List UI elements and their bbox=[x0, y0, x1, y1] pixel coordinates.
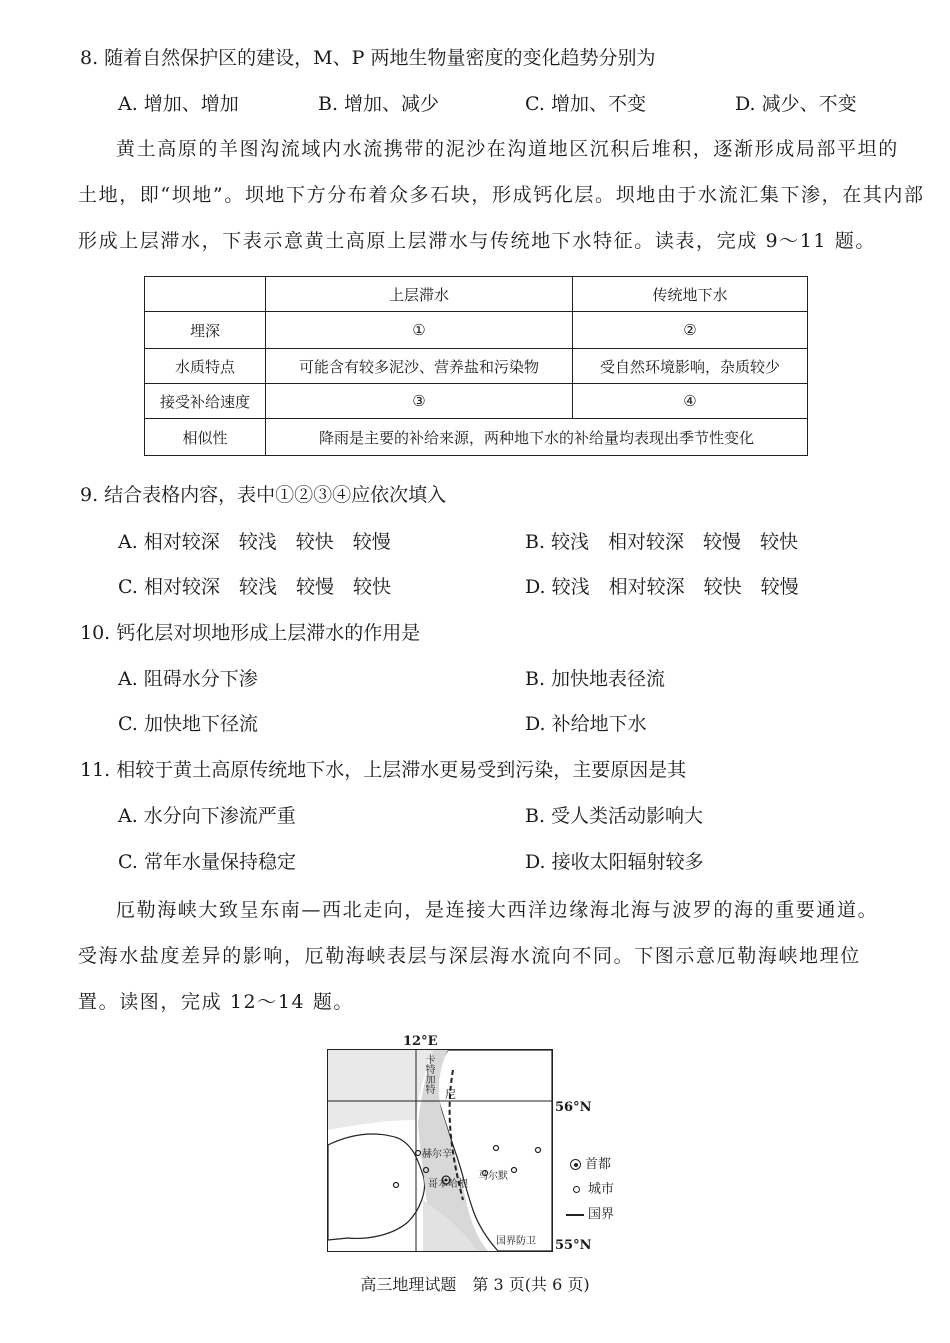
map-stamp: 国界防卫 bbox=[496, 1236, 536, 1247]
legend-city bbox=[573, 1178, 614, 1197]
legend-border bbox=[566, 1203, 614, 1222]
passage2-line-2: 受海水盐度差异的影响，厄勒海峡表层与深层海水流向不同。下图示意厄勒海峡地理位 bbox=[78, 945, 861, 967]
table-header-empty bbox=[145, 277, 266, 312]
q8-option-d: D. 减少、不变 bbox=[735, 93, 857, 115]
q8-stem: 8. 随着自然保护区的建设，M、P 两地生物量密度的变化趋势分别为 bbox=[80, 47, 656, 69]
map-longitude-label: 12°E bbox=[403, 1034, 438, 1049]
q10-option-d: D. 补给地下水 bbox=[525, 713, 647, 735]
q10-option-c: C. 加快地下径流 bbox=[118, 713, 258, 735]
table-cell-merged: 降雨是主要的补给来源，两种地下水的补给量均表现出季节性变化 bbox=[266, 419, 808, 456]
capital-legend-icon bbox=[570, 1159, 581, 1170]
map-label-helsingor: 赫尔辛 bbox=[422, 1149, 452, 1160]
table-header-perched-water: 上层滞水 bbox=[266, 277, 573, 312]
passage1-line-3: 形成上层滞水，下表示意黄土高原上层滞水与传统地下水特征。读表，完成 9～11 题。 bbox=[78, 230, 876, 252]
map-latitude-top: 56°N bbox=[555, 1100, 592, 1115]
table-row bbox=[145, 419, 808, 456]
table-cell: 可能含有较多泥沙、营养盐和污染物 bbox=[266, 349, 573, 384]
map-label-kattegat: 卡特加特 bbox=[423, 1054, 434, 1094]
q11-option-d: D. 接收太阳辐射较多 bbox=[525, 851, 704, 873]
table-header-groundwater: 传统地下水 bbox=[573, 277, 808, 312]
oresund-map bbox=[327, 1049, 553, 1252]
table-row bbox=[145, 349, 808, 384]
passage2-line-1: 厄勒海峡大致呈东南—西北走向，是连接大西洋边缘海北海与波罗的海的重要通道。 bbox=[116, 899, 879, 921]
map-latitude-bottom: 55°N bbox=[555, 1238, 592, 1253]
page-footer: 高三地理试题 第 3 页(共 6 页) bbox=[360, 1275, 590, 1294]
map-label-copenhagen: 哥本哈根 bbox=[428, 1179, 468, 1190]
passage2-line-3: 置。读图，完成 12～14 题。 bbox=[78, 991, 355, 1013]
q8-option-a: A. 增加、增加 bbox=[118, 93, 239, 115]
table-row bbox=[145, 384, 808, 419]
q8-option-c: C. 增加、不变 bbox=[525, 93, 646, 115]
table-cell: ④ bbox=[573, 384, 808, 419]
q11-option-a: A. 水分向下渗流严重 bbox=[118, 805, 296, 827]
q9-option-a: A. 相对较深 较浅 较快 较慢 bbox=[118, 531, 391, 553]
table-cell: 埋深 bbox=[145, 312, 266, 349]
q9-option-d: D. 较浅 相对较深 较快 较慢 bbox=[525, 576, 799, 598]
legend-capital bbox=[570, 1153, 611, 1172]
passage1-line-2: 土地，即“坝地”。坝地下方分布着众多石块，形成钙化层。坝地由于水流汇集下渗，在其内部 bbox=[78, 184, 925, 206]
q9-option-c: C. 相对较深 较浅 较慢 较快 bbox=[118, 576, 391, 598]
q9-option-b: B. 较浅 相对较深 较慢 较快 bbox=[525, 531, 799, 553]
table-cell: 相似性 bbox=[145, 419, 266, 456]
groundwater-comparison-table bbox=[144, 276, 808, 456]
table-cell: 受自然环境影响，杂质较少 bbox=[573, 349, 808, 384]
legend-city-label: 城市 bbox=[588, 1182, 615, 1197]
q11-option-c: C. 常年水量保持稳定 bbox=[118, 851, 296, 873]
legend-capital-label: 首都 bbox=[585, 1157, 612, 1172]
passage1-line-1: 黄土高原的羊图沟流域内水流携带的泥沙在沟道地区沉积后堆积，逐渐形成局部平坦的 bbox=[116, 138, 899, 160]
kattegat-sea bbox=[328, 1050, 433, 1130]
city-legend-icon bbox=[573, 1186, 580, 1193]
table-cell: 接受补给速度 bbox=[145, 384, 266, 419]
q9-stem: 9. 结合表格内容，表中①②③④应依次填入 bbox=[80, 484, 447, 506]
legend-border-label: 国界 bbox=[588, 1207, 615, 1222]
table-cell: ② bbox=[573, 312, 808, 349]
q10-stem: 10. 钙化层对坝地形成上层滞水的作用是 bbox=[80, 622, 421, 644]
q10-option-b: B. 加快地表径流 bbox=[525, 668, 666, 690]
table-cell: 水质特点 bbox=[145, 349, 266, 384]
table-cell: ① bbox=[266, 312, 573, 349]
q11-option-b: B. 受人类活动影响大 bbox=[525, 805, 704, 827]
q11-stem: 11. 相较于黄土高原传统地下水，上层滞水更易受到污染，主要原因是其 bbox=[80, 759, 687, 781]
q8-option-b: B. 增加、减少 bbox=[318, 93, 440, 115]
table-row bbox=[145, 312, 808, 349]
q10-option-a: A. 阻碍水分下渗 bbox=[118, 668, 258, 690]
map-label-strait: 尼 bbox=[445, 1088, 456, 1101]
table-header-row bbox=[145, 277, 808, 312]
border-legend-icon bbox=[566, 1214, 584, 1216]
table-cell: ③ bbox=[266, 384, 573, 419]
map-label-malmo: 马尔默 bbox=[478, 1171, 508, 1182]
zealand-land bbox=[328, 1134, 425, 1240]
